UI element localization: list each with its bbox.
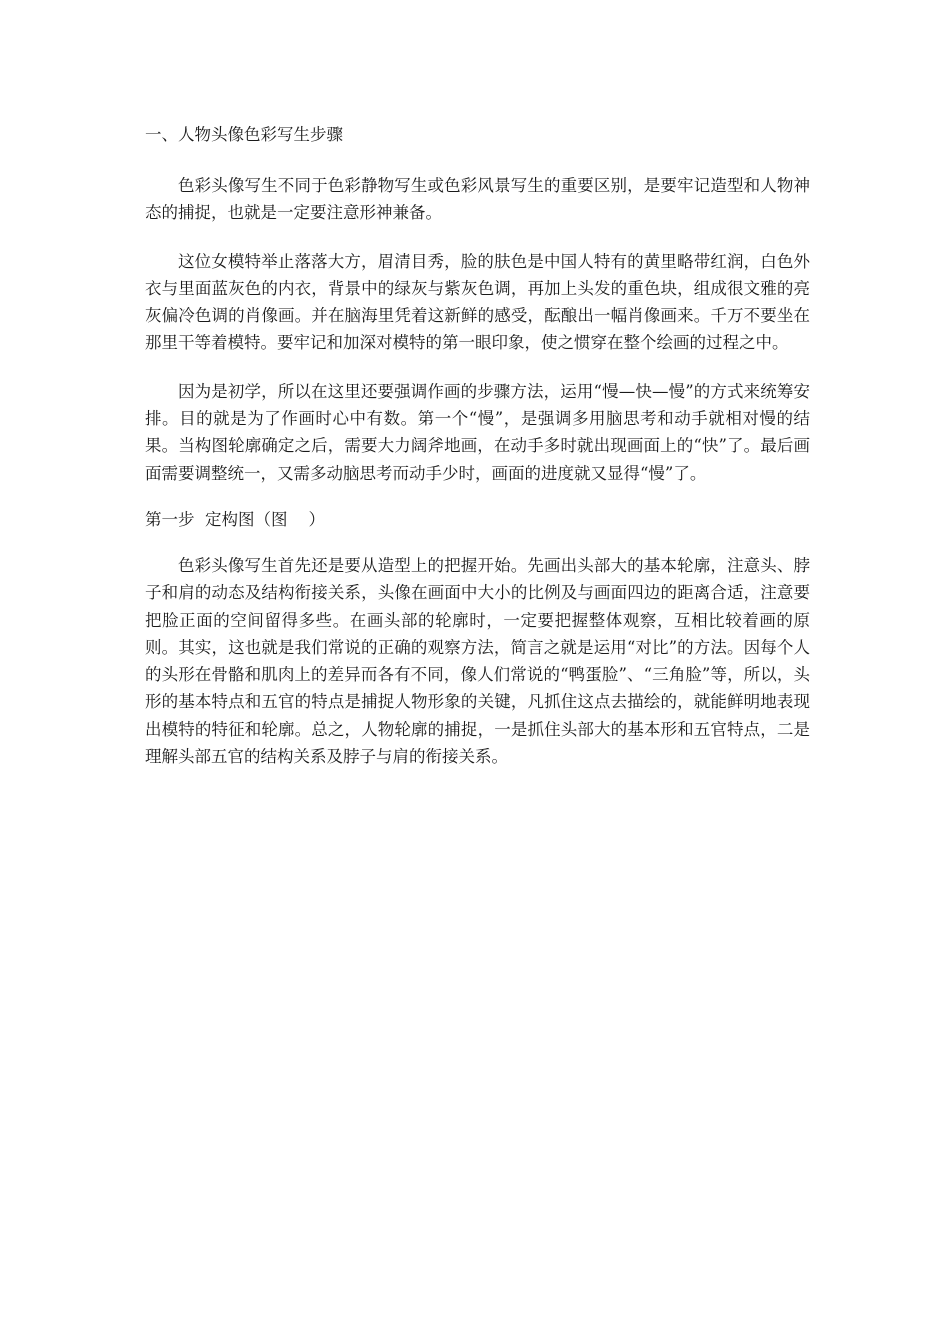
document-body [145, 121, 810, 770]
paragraph-step-one: 色彩头像写生首先还是要从造型上的把握开始。先画出头部大的基本轮廓，注意头、脖子和肩的动态及结构衔接关系，头像在画面中大小的比例及与画面四边的距离合适，注意要把脸正面的空间留得多些。在画头部的轮廓时，一定要把握整体观察，互相比较着画的原则。其实，这也就是我们常说的正确的观察方法，简言之就是运用“对比”的方法。因每个人的头形在骨骼和肌肉上的差异而各有不同，像人们常说的“鸭蛋脸”、“三角脸”等，所以，头形的基本特点和五官的特点是捕捉人物形象的关键，凡抓住这点去描绘的，就能鲜明地表现出模特的特征和轮廓。总之，人物轮廓的捕捉，一是抓住头部大的基本形和五官特点，二是理解头部五官的结构关系及脖子与肩的衔接关系。 [145, 555, 810, 767]
paragraph-method: 因为是初学，所以在这里还要强调作画的步骤方法，运用“慢—快—慢”的方式来统筹安排。目的就是为了作画时心中有数。第一个“慢”，是强调多用脑思考和动手就相对慢的结果。当构图轮廓确定之后，需要大力阔斧地画，在动手多时就出现画面上的“快”了。最后画面需要调整统一，又需多动脑思考而动手少时，画面的进度就又显得“慢”了。 [145, 381, 810, 483]
paragraph-intro: 色彩头像写生不同于色彩静物写生或色彩风景写生的重要区别，是要牢记造型和人物神态的捕捉，也就是一定要注意形神兼备。 [145, 176, 810, 223]
step-heading: 第一步 定构图（图 ） [145, 509, 325, 529]
paragraph-model-description: 这位女模特举止落落大方，眉清目秀，脸的肤色是中国人特有的黄里略带红润，白色外衣与里面蓝灰色的内衣，背景中的绿灰与紫灰色调，再加上头发的重色块，组成很文雅的亮灰偏冷色调的肖像画。并在脑海里凭着这新鲜的感受，酝酿出一幅肖像画来。千万不要坐在那里干等着模特。要牢记和加深对模特的第一眼印象，使之惯穿在整个绘画的过程之中。 [145, 251, 810, 353]
section-heading: 一、人物头像色彩写生步骤 [145, 125, 343, 144]
